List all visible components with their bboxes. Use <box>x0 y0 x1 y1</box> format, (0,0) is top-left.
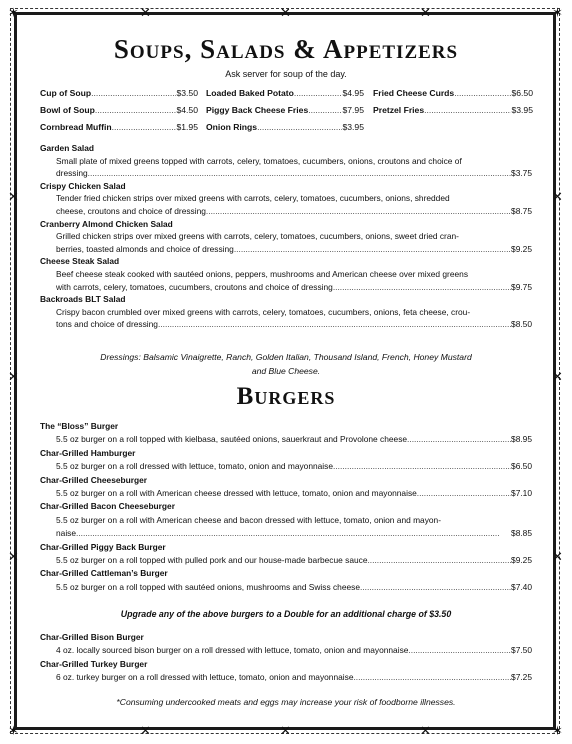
menu-item <box>206 105 364 115</box>
barbed-wire-knot-icon: ✕ <box>140 5 151 20</box>
dot-leader <box>234 243 511 256</box>
item-name: Char-Grilled Bison Burger <box>40 632 144 642</box>
item-price: $3.95 <box>511 105 533 115</box>
menu-item <box>40 420 532 447</box>
menu-item <box>40 122 198 132</box>
item-name: Char-Grilled Cattleman’s Burger <box>40 568 168 579</box>
item-name: Char-Grilled Bacon Cheeseburger <box>40 501 175 512</box>
item-description: 5.5 oz burger on a roll topped with pulled pork and our house-made barbecue sauce <box>56 555 368 566</box>
dot-leader <box>360 581 511 594</box>
item-description: with carrots, celery, tomatoes, cucumbers, croutons and choice of dressing <box>56 281 333 292</box>
item-price: $7.10 <box>511 488 532 499</box>
dot-leader <box>294 88 343 98</box>
item-description: Crispy bacon crumbled over mixed greens with carrots, celery, tomatoes, cucumbers, onions, feta cheese, crou- <box>56 306 471 317</box>
item-name: Fried Cheese Curds <box>373 88 455 98</box>
item-description: cheese, croutons and choice of dressing <box>56 205 206 216</box>
section-title-soups: Soups, Salads & Appetizers <box>113 34 459 64</box>
barbed-wire-knot-icon: ✶ <box>8 5 19 20</box>
burger-list <box>40 420 532 594</box>
menu-item <box>40 105 198 115</box>
item-price: $4.95 <box>342 88 364 98</box>
dot-leader <box>112 122 177 132</box>
menu-item <box>206 122 364 132</box>
item-description: berries, toasted almonds and choice of dressing <box>56 243 234 254</box>
item-description: Small plate of mixed greens topped with carrots, celery, tomatoes, cucumbers, onions, croutons and choice of <box>56 155 462 166</box>
item-name: Cup of Soup <box>40 88 92 98</box>
item-name: Char-Grilled Piggy Back Burger <box>40 541 166 552</box>
item-description: naise <box>56 528 77 539</box>
item-description-end <box>40 527 532 540</box>
dressings-note: Dressings: Balsamic Vinaigrette, Ranch, Golden Italian, Thousand Island, French, Honey Mustard <box>100 352 472 362</box>
item-price: $7.50 <box>511 645 532 656</box>
menu-item <box>40 658 532 685</box>
dot-leader <box>95 105 177 115</box>
item-price: $8.50 <box>511 319 532 330</box>
dot-leader <box>408 644 511 657</box>
item-price: $8.85 <box>511 528 532 539</box>
barbed-wire-knot-icon: ✕ <box>280 723 291 738</box>
dot-leader <box>333 281 511 294</box>
menu-item <box>40 541 532 568</box>
soup-of-day-note: Ask server for soup of the day. <box>225 69 347 79</box>
dot-leader <box>454 88 511 98</box>
item-name: Bowl of Soup <box>40 105 95 115</box>
item-description: dressing <box>56 168 88 179</box>
dot-leader <box>257 122 342 132</box>
item-name: Backroads BLT Salad <box>40 294 126 305</box>
dot-leader <box>88 167 511 180</box>
item-price: $7.25 <box>511 672 532 683</box>
menu-item <box>373 105 533 115</box>
barbed-wire-knot-icon: ✕ <box>552 549 563 564</box>
menu-item <box>40 255 532 293</box>
menu-item <box>373 88 533 98</box>
item-name: Garden Salad <box>40 143 94 153</box>
item-price: $8.75 <box>511 205 532 216</box>
item-description: 6 oz. turkey burger on a roll dressed with lettuce, tomato, onion and mayonnaise <box>56 672 354 683</box>
item-description: 5.5 oz burger on a roll topped with kielbasa, sautéed onions, sauerkraut and Provolone cheese <box>56 434 408 445</box>
item-description: 5.5 oz burger on a roll dressed with lettuce, tomato, onion and mayonnaise <box>56 461 334 472</box>
specialty-burger-list <box>40 631 532 685</box>
item-description-end <box>40 205 532 218</box>
menu-item <box>40 567 532 594</box>
item-description: Beef cheese steak cooked with sautéed onions, peppers, mushrooms and American cheese over mixed greens <box>56 268 469 279</box>
item-description-end <box>40 581 532 594</box>
item-description: 5.5 oz burger on a roll with American cheese dressed with lettuce, tomato, onion and mayonnaise <box>56 488 417 499</box>
item-description-end <box>40 554 532 567</box>
item-description: 5.5 oz burger on a roll topped with sautéed onions, mushrooms and Swiss cheese <box>56 581 361 592</box>
salad-list <box>40 142 532 331</box>
menu-item <box>40 474 532 501</box>
barbed-wire-knot-icon: ✕ <box>420 723 431 738</box>
menu-item <box>40 500 532 540</box>
barbed-wire-knot-icon: ✕ <box>8 369 19 384</box>
menu-item <box>40 142 532 180</box>
item-description-end <box>40 167 532 180</box>
barbed-wire-knot-icon: ✶ <box>8 723 19 738</box>
item-description-end <box>40 487 532 500</box>
item-price: $6.50 <box>511 461 532 472</box>
item-price: $9.75 <box>511 281 532 292</box>
dot-leader <box>424 105 511 115</box>
item-description: Grilled chicken strips over mixed greens with carrots, celery, tomatoes, cucumbers, onions, sweet dried cran- <box>56 231 459 242</box>
item-price: $3.95 <box>342 122 364 132</box>
item-price: $3.75 <box>511 168 532 179</box>
dot-leader <box>308 105 342 115</box>
item-price: $1.95 <box>176 122 198 132</box>
menu-item <box>40 447 532 474</box>
item-description-end <box>40 243 532 256</box>
item-price: $3.50 <box>176 88 198 98</box>
barbed-wire-knot-icon: ✶ <box>552 723 563 738</box>
item-name: Char-Grilled Turkey Burger <box>40 658 148 669</box>
item-price: $6.50 <box>511 88 533 98</box>
item-name: Cheese Steak Salad <box>40 256 120 267</box>
item-price: $4.50 <box>176 105 198 115</box>
item-description: tons and choice of dressing <box>56 319 158 330</box>
barbed-wire-knot-icon: ✕ <box>280 5 291 20</box>
item-description: Tender fried chicken strips over mixed greens with carrots, celery, tomatoes, cucumbers, onions, shredded <box>56 193 450 204</box>
barbed-wire-knot-icon: ✶ <box>552 5 563 20</box>
item-name: Char-Grilled Cheeseburger <box>40 474 148 485</box>
dot-leader <box>91 88 176 98</box>
upgrade-note: Upgrade any of the above burgers to a Double for an additional charge of $3.50 <box>120 609 452 619</box>
item-name: Loaded Baked Potato <box>206 88 294 98</box>
item-name: Cornbread Muffin <box>40 122 112 132</box>
item-description-end <box>40 433 532 446</box>
item-description: 5.5 oz burger on a roll with American cheese and bacon dressed with lettuce, tomato, onion and mayon- <box>56 514 442 525</box>
barbed-wire-knot-icon: ✕ <box>8 549 19 564</box>
item-price: $7.95 <box>342 105 364 115</box>
dot-leader <box>417 487 511 500</box>
dressings-note: and Blue Cheese. <box>251 366 321 376</box>
item-name: Onion Rings <box>206 122 258 132</box>
item-description-end <box>40 281 532 294</box>
barbed-wire-knot-icon: ✕ <box>552 369 563 384</box>
menu-item <box>40 180 532 218</box>
menu-item <box>40 631 532 658</box>
item-name: Char-Grilled Hamburger <box>40 447 136 458</box>
item-price: $7.40 <box>511 581 532 592</box>
item-description-end <box>40 644 532 657</box>
dot-leader <box>407 433 511 446</box>
dot-leader <box>367 554 511 567</box>
item-name: The “Bloss” Burger <box>40 421 119 431</box>
dot-leader <box>158 318 511 331</box>
dot-leader <box>353 671 511 684</box>
item-name: Piggy Back Cheese Fries <box>206 105 309 115</box>
item-description: 4 oz. locally sourced bison burger on a roll dressed with lettuce, tomato, onion and mayonnaise <box>56 645 409 656</box>
item-price: $9.25 <box>511 555 532 566</box>
item-price: $8.95 <box>511 434 532 445</box>
menu-item <box>206 88 364 98</box>
food-safety-disclaimer: *Consuming undercooked meats and eggs may increase your risk of foodborne illnesses. <box>116 697 456 707</box>
item-description-end <box>40 460 532 473</box>
dot-leader <box>333 460 511 473</box>
barbed-wire-knot-icon: ✕ <box>8 189 19 204</box>
barbed-wire-knot-icon: ✕ <box>140 723 151 738</box>
barbed-wire-knot-icon: ✕ <box>420 5 431 20</box>
dot-leader <box>76 527 511 540</box>
menu-item <box>40 293 532 331</box>
item-name: Cranberry Almond Chicken Salad <box>40 218 173 229</box>
menu-item <box>40 218 532 256</box>
item-description-end <box>40 318 532 331</box>
dot-leader <box>206 205 511 218</box>
section-title-burgers: Burgers <box>236 383 336 410</box>
item-name: Crispy Chicken Salad <box>40 180 126 191</box>
menu-item <box>40 88 198 98</box>
item-price: $9.25 <box>511 243 532 254</box>
barbed-wire-knot-icon: ✕ <box>552 189 563 204</box>
item-name: Pretzel Fries <box>373 105 425 115</box>
item-description-end <box>40 671 532 684</box>
